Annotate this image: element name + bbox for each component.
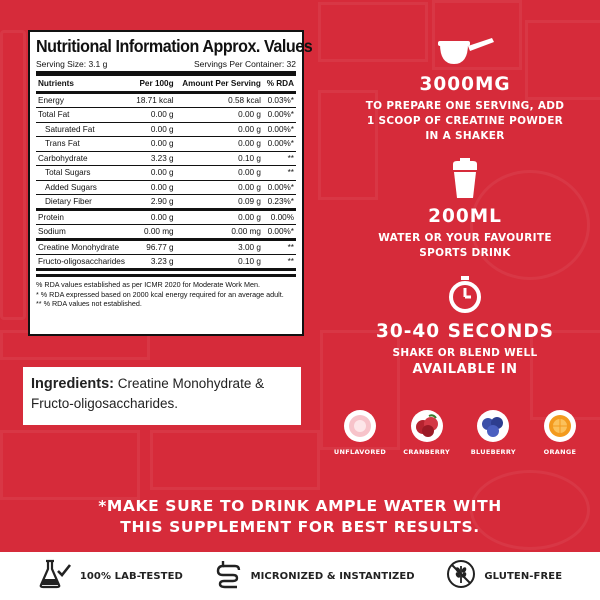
nutrition-cell-per100: 0.00 g [132,137,176,152]
nutrition-row [36,210,296,225]
nutrition-cell-name: Added Sugars [36,180,132,195]
step-description: TO PREPARE ONE SERVING, ADD 1 SCOOP OF CREATINE POWDER IN A SHAKER [365,100,565,142]
nutrition-row [36,151,296,166]
feature-label: 100% LAB-TESTED [79,570,183,582]
preparation-steps [360,30,570,361]
step-value: 30-40 SECONDS [375,321,555,342]
nutrition-row [36,93,296,108]
nutrition-row [36,122,296,137]
cranberry-icon [411,410,443,442]
step-water [360,156,570,261]
unflavored-icon [344,410,376,442]
available-title: AVAILABLE IN [412,362,518,377]
ingredients-text: Creatine Monohydrate & Fructo-oligosaccharides. [31,376,265,411]
flavor-label: CRANBERRY [403,448,450,456]
nutrition-cell-rda: 0.23%* [263,195,296,210]
wheat-icon [446,559,476,594]
nutrition-cell-per100: 3.23 g [132,151,176,166]
step-scoop [360,30,570,144]
reminder-line: *MAKE SURE TO DRINK AMPLE WATER WITH [98,497,502,515]
serving-info [36,59,296,76]
nutrition-row [36,240,296,255]
feature-bar [0,552,600,600]
step-shake [360,275,570,361]
water-reminder [0,496,600,538]
step-description: SHAKE OR BLEND WELL [392,347,538,359]
nutrition-cell-name: Fructo-oligosaccharides [36,255,132,270]
nutrition-cell-per100: 18.71 kcal [132,93,176,108]
header-rda: % RDA [263,76,296,93]
feature-label: MICRONIZED & INSTANTIZED [250,570,415,582]
ingredients-label: Ingredients: [31,376,114,392]
nutrition-row [36,137,296,152]
note-line: % RDA values established as per ICMR 2020 for Moderate Work Men. [36,280,260,289]
nutrition-cell-serving: 0.09 g [176,195,263,210]
nutrition-cell-rda: 0.00%* [263,180,296,195]
nutrition-cell-serving: 0.00 g [176,180,263,195]
feature-gluten-free [446,559,562,594]
nutrition-cell-rda: 0.00%* [263,137,296,152]
nutrition-cell-name: Total Sugars [36,166,132,181]
nutrition-cell-rda: 0.00%* [263,122,296,137]
nutrition-cell-serving: 0.00 g [176,108,263,123]
header-per-100g: Per 100g [132,76,176,93]
feature-lab-tested [38,559,183,594]
intestine-icon [215,559,243,594]
nutrition-cell-per100: 0.00 g [132,122,176,137]
nutrition-cell-rda: ** [263,166,296,181]
nutrition-cell-per100: 2.90 g [132,195,176,210]
feature-label: GLUTEN-FREE [484,570,563,582]
nutrition-table [36,76,296,271]
nutrition-row [36,166,296,181]
nutrition-cell-rda: 0.00%* [263,225,296,240]
nutrition-cell-rda: ** [263,151,296,166]
nutrition-cell-per100: 0.00 g [132,210,176,225]
note-line: * % RDA expressed based on 2000 kcal energy required for an average adult. [36,289,284,299]
nutrition-cell-per100: 0.00 g [132,108,176,123]
nutrition-cell-name: Carbohydrate [36,151,132,166]
nutrition-cell-rda: 0.03%* [263,93,296,108]
nutrition-notes [36,274,296,309]
nutrition-cell-name: Total Fat [36,108,132,123]
ingredients-box [23,367,301,425]
bg-decor [0,30,26,320]
nutrition-header-row [36,76,296,93]
nutrition-cell-serving: 0.00 g [176,166,263,181]
nutrition-cell-per100: 0.00 g [132,166,176,181]
flavor-label: UNFLAVORED [333,448,387,456]
nutrition-cell-per100: 0.00 mg [132,225,176,240]
step-value: 200ML [428,206,502,227]
blueberry-icon [477,410,509,442]
orange-icon [544,410,576,442]
nutrition-cell-per100: 96.77 g [132,240,176,255]
flavor-label: BLUEBERRY [470,448,516,456]
nutrition-cell-rda: 0.00%* [263,108,296,123]
nutrition-cell-rda: 0.00% [263,210,296,225]
nutrition-cell-per100: 3.23 g [132,255,176,270]
nutrition-cell-name: Protein [36,210,132,225]
nutrition-cell-rda: ** [263,255,296,270]
nutrition-row [36,195,296,210]
nutrition-cell-serving: 0.00 g [176,137,263,152]
nutrition-title: Nutritional Information Approx. Values [36,36,313,56]
flavor-orange [530,410,590,456]
nutrition-row [36,180,296,195]
bg-decor [0,430,140,500]
serving-size: Serving Size: 3.1 g [36,59,108,69]
nutrition-cell-serving: 0.58 kcal [176,93,263,108]
nutrition-cell-serving: 3.00 g [176,240,263,255]
header-nutrients: Nutrients [36,76,132,93]
nutrition-cell-name: Creatine Monohydrate [36,240,132,255]
bg-decor [150,430,320,490]
shaker-icon [360,156,570,200]
nutrition-row [36,255,296,270]
nutrition-cell-rda: ** [263,240,296,255]
flavor-list [330,410,590,456]
nutrition-cell-name: Dietary Fiber [36,195,132,210]
nutrition-cell-name: Trans Fat [36,137,132,152]
nutrition-cell-serving: 0.10 g [176,255,263,270]
servings-per-container: Servings Per Container: 32 [193,59,296,69]
header-per-serving: Amount Per Serving [176,76,263,93]
reminder-line: THIS SUPPLEMENT FOR BEST RESULTS. [120,518,480,536]
flavor-unflavored [330,410,390,456]
nutrition-cell-serving: 0.00 g [176,210,263,225]
step-value: 3000MG [419,74,511,95]
flavor-cranberry [397,410,457,456]
nutrition-row [36,225,296,240]
note-line: ** % RDA values not established. [36,299,142,309]
nutrition-row [36,108,296,123]
nutrition-cell-per100: 0.00 g [132,180,176,195]
flask-check-icon [38,559,72,594]
nutrition-cell-name: Sodium [36,225,132,240]
feature-micronized [215,559,415,594]
flavor-label: ORANGE [543,448,577,456]
nutrition-cell-name: Saturated Fat [36,122,132,137]
nutrition-cell-serving: 0.10 g [176,151,263,166]
nutrition-panel [28,30,313,336]
scoop-icon [360,30,570,70]
nutrition-cell-serving: 0.00 g [176,122,263,137]
step-description: WATER OR YOUR FAVOURITE SPORTS DRINK [378,232,552,259]
flavor-blueberry [463,410,523,456]
stopwatch-icon [360,275,570,315]
nutrition-cell-name: Energy [36,93,132,108]
nutrition-cell-serving: 0.00 mg [176,225,263,240]
